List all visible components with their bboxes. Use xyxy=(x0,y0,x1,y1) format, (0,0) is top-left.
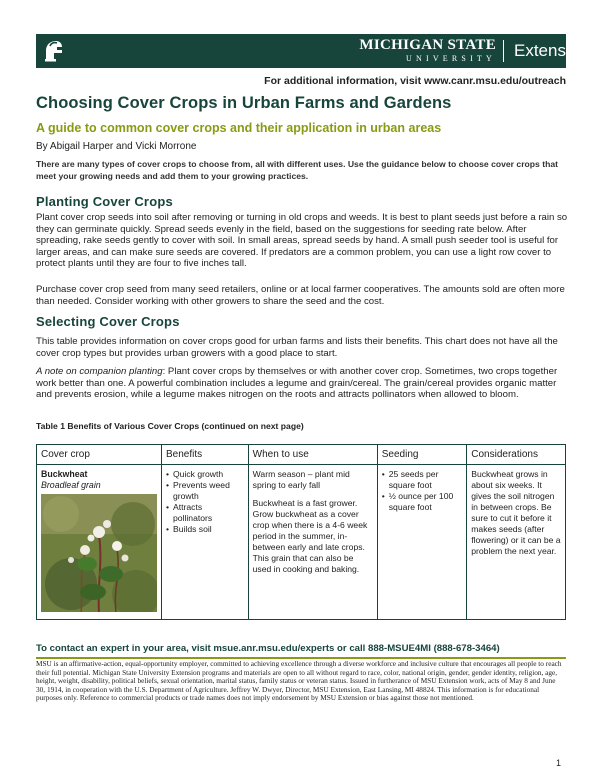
cell-considerations: Buckwheat grows in about six weeks. It gives the soil nitrogen in between crops. Be sure to cut it before it makes seeds (after flowering) or it can be a problem the next year. xyxy=(467,465,566,620)
university-name-line2: UNIVERSITY xyxy=(406,54,496,63)
planting-paragraph-2: Purchase cover crop seed from many seed retailers, online or at local farmer cooperatives. The amounts sold are often more than needed. Consider working with other growers to share the seed and the cost. xyxy=(36,284,565,307)
crop-type: Broadleaf grain xyxy=(41,480,101,490)
planting-paragraph-1: Plant cover crop seeds into soil after removing or turning in old crops and weeds. It is best to plant seeds just before a rain so they can germinate quickly. Spread seeds evenly in the field, based on the suggestions for seeding rate below. After spreading, rake seeds gently to cover with soil. In small areas, spread seeds by hand. A small push seeder tool is useful for larger areas, and can make sure seeds are covered. If predators are a common problem, you can use a light row cover to protect plants until they are four to five inches tall. xyxy=(36,212,568,270)
table-header-row xyxy=(37,445,566,465)
selecting-heading: Selecting Cover Crops xyxy=(36,314,180,329)
cover-crops-table xyxy=(36,444,566,620)
cell-benefits xyxy=(162,465,249,620)
outreach-link[interactable]: For additional information, visit www.canr.msu.edu/outreach xyxy=(264,75,566,87)
col-header-seeding: Seeding xyxy=(377,445,467,465)
companion-note-label: A note on companion planting xyxy=(36,366,163,377)
cell-cover-crop xyxy=(37,465,162,620)
when-to-use-detail: Buckwheat is a fast grower. Grow buckwheat as a cover crop when there is a 4-6 week period in the summer, in-between early and late crops. This grain that can also be used in cooking and baking. xyxy=(252,498,368,574)
col-header-when-to-use: When to use xyxy=(248,445,377,465)
selecting-paragraph: This table provides information on cover crops good for urban farms and lists their benefits. This chart does not have all the cover crop types but provides urban growers with a good place to start. xyxy=(36,336,558,359)
cell-when-to-use xyxy=(248,465,377,620)
spartan-helmet-icon xyxy=(36,34,70,68)
page-subtitle: A guide to common cover crops and their application in urban areas xyxy=(36,121,442,135)
contact-line[interactable]: To contact an expert in your area, visit msue.anr.msu.edu/experts or call 888-MSUE4MI (888-678-3464) xyxy=(36,643,500,654)
page-number: 1 xyxy=(556,758,562,768)
list-item: • Quick growth xyxy=(166,469,244,480)
benefits-list xyxy=(166,469,244,535)
when-to-use-season: Warm season – plant mid spring to early fall xyxy=(252,469,350,490)
list-item: • Prevents weed growth xyxy=(166,480,244,502)
list-item: • Builds soil xyxy=(166,524,244,535)
col-header-considerations: Considerations xyxy=(467,445,566,465)
authors: By Abigail Harper and Vicki Morrone xyxy=(36,141,197,152)
table-caption: Table 1 Benefits of Various Cover Crops (continued on next page) xyxy=(36,421,304,431)
list-item: • 25 seeds per square foot xyxy=(382,469,463,491)
header-divider xyxy=(503,40,504,62)
list-item: • ½ ounce per 100 square foot xyxy=(382,491,463,513)
page-title: Choosing Cover Crops in Urban Farms and Gardens xyxy=(36,94,452,112)
table-row xyxy=(37,465,566,620)
university-name-line1: MICHIGAN STATE xyxy=(359,37,496,53)
planting-heading: Planting Cover Crops xyxy=(36,194,173,209)
intro-text: There are many types of cover crops to choose from, all with different uses. Use the guidance below to choose cover crops that meet your growing needs and add them to your growing practices. xyxy=(36,159,558,181)
seeding-list xyxy=(382,469,463,513)
col-header-benefits: Benefits xyxy=(162,445,249,465)
companion-note xyxy=(36,366,568,401)
crop-name: Buckwheat xyxy=(41,469,88,479)
list-item: • Attracts pollinators xyxy=(166,502,244,524)
col-header-cover-crop: Cover crop xyxy=(37,445,162,465)
extension-label: Extension xyxy=(514,41,589,60)
disclaimer: MSU is an affirmative-action, equal-opportunity employer, committed to achieving excellence through a diverse workforce and inclusive culture that encourages all people to reach their full potential. Michigan State University Extension programs and materials are open to all without regard to race, color, national origin, gender, gender identity, religion, age, height, weight, disability, political beliefs, sexual orientation, marital status, family status or veteran status. Issued in furtherance of MSU Extension work, acts of May 8 and June 30, 1914, in cooperation with the U.S. Department of Agriculture. Jeffrey W. Dwyer, Director, MSU Extension, East Lansing, MI 48824. This information is for educational purposes only. Reference to commercial products or trade names does not imply endorsement by MSU Extension or bias against those not mentioned. xyxy=(36,659,562,703)
header-bar xyxy=(36,34,589,68)
university-wordmark xyxy=(344,37,496,65)
cell-seeding xyxy=(377,465,467,620)
companion-note-text: : Plant cover crops by themselves or with another cover crop. Sometimes, two crops together work better than one. A powerful combination includes a legume and grain/cereal. The grain/cereal provides organic matter and prevents erosion, while a legume makes nitrogen on the roots and attracts pollinators when allowed to bloom. xyxy=(36,366,558,401)
buckwheat-plant-photo xyxy=(41,494,157,612)
